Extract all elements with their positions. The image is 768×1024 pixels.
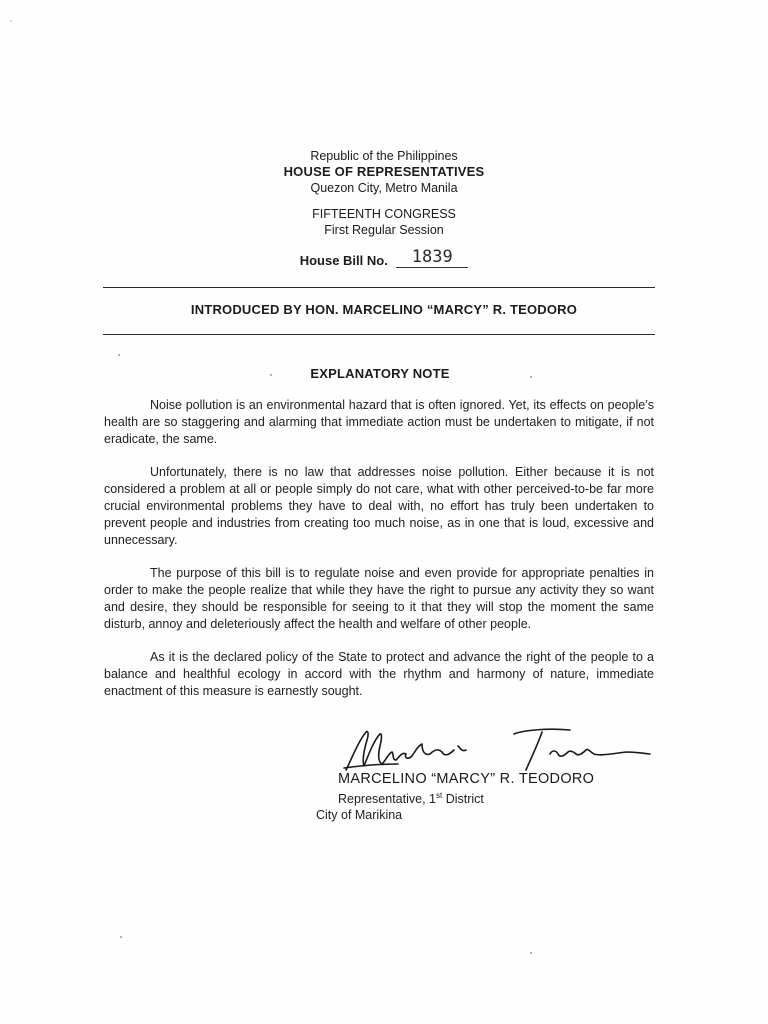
house-title: HOUSE OF REPRESENTATIVES: [283, 164, 485, 179]
scan-speck: [270, 374, 272, 376]
session-line: First Regular Session: [324, 223, 444, 237]
scan-speck: [118, 354, 120, 356]
republic-line: Republic of the Philippines: [310, 149, 458, 163]
signatory-title: Representative, 1st District: [338, 791, 484, 807]
bill-label: House Bill No.: [299, 253, 388, 268]
signatory-name: MARCELINO “MARCY” R. TEODORO: [338, 771, 595, 787]
paragraph-2: Unfortunately, there is no law that addresses noise pollution. Either because it is not considered a problem at all or people simply do not care, what with other perceived-to-be far more crucial environmental problems they have to deal with, no effort has truly been undertaken to prevent people and industries from creating too much noise, as in one that is loud, excessive and unnecessary.: [104, 465, 654, 547]
bill-number-row: [0, 247, 768, 268]
paragraph-3: The purpose of this bill is to regulate noise and even provide for appropriate penalties in order to make the people realize that while they have the right to pursue any activity they so want and desire, they should be responsible for seeing to it that they will stop the moment the same disturb, annoy and deleteriously affect the health and welfare of other people.: [104, 566, 654, 631]
divider-bottom: [103, 334, 655, 335]
scan-speck: [530, 376, 532, 378]
bill-number: 1839: [396, 247, 468, 268]
explanatory-note-body: [104, 397, 654, 716]
paragraph-4: As it is the declared policy of the State to protect and advance the right of the people to a balance and healthful ecology in accord with the rhythm and harmony of nature, immediate enactment of this measure is earnestly sought.: [104, 650, 654, 698]
scan-speck: [530, 952, 532, 954]
document-header: [0, 148, 768, 238]
paragraph-1: Noise pollution is an environmental hazard that is often ignored. Yet, its effects on people’s health are so staggering and alarming that immediate action must be undertaken to mitigate, if not eradicate, the same.: [104, 398, 654, 446]
congress-line: FIFTEENTH CONGRESS: [312, 207, 456, 221]
scan-speck: [10, 20, 12, 22]
signature-block: [316, 770, 676, 823]
location-line: Quezon City, Metro Manila: [310, 181, 458, 195]
scan-speck: [120, 936, 122, 938]
divider-top: [103, 287, 655, 288]
signatory-city: City of Marikina: [316, 808, 403, 823]
introduced-by: INTRODUCED BY HON. MARCELINO “MARCY” R. TEODORO: [190, 302, 578, 317]
explanatory-note-title: EXPLANATORY NOTE: [310, 366, 450, 381]
